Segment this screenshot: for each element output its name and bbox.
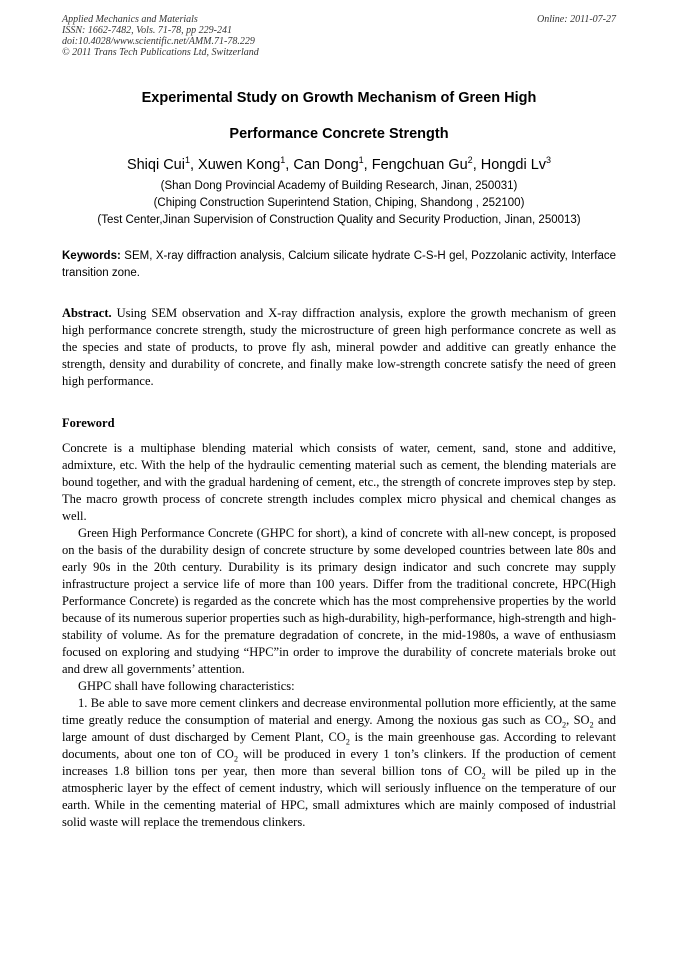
journal-name: Applied Mechanics and Materials bbox=[62, 14, 198, 25]
paragraph-4 bbox=[62, 695, 616, 831]
paragraph-text: will be piled up in the atmospheric layer by the effect of cement industry, which will seriously influence on the temperature of our earth. While in the cementing material of HPC, small admixtures which are mainly composed of industrial solid waste will replace the tremendous clinkers. bbox=[62, 764, 616, 829]
paragraph-text: and large amount of dust discharged by Cement Plant, CO bbox=[62, 713, 617, 744]
author-sep: , bbox=[189, 156, 199, 173]
author-affil-mark: 3 bbox=[546, 155, 552, 165]
author-sep: , bbox=[472, 156, 481, 173]
paragraph-2: Green High Performance Concrete (GHPC for short), a kind of concrete with all-new concept, is proposed on the basis of the durability design of concrete structure by some developed countries between late 80s and early 90s in the 20th century. Durability is its primary design indicator and such concrete may supply infrastructure project a service life of more than 100 years. Differ from the traditional concrete, HPC(High Performance Concrete) is regarded as the concrete which has the most comprehensive properties by the world because of its numerous superior properties such as high-durability, high-performance, high-strength and high-stability of volume. As for the premature degradation of concrete, in the mid-1980s, a wave of enthusiasm focused on exploring and studying “HPC”in order to improve the durability of concrete materials broke out and drew all governments’ attention. bbox=[62, 526, 616, 676]
author-list bbox=[62, 155, 616, 173]
affiliation-2: (Chiping Construction Superintend Station, Chiping, Shandong , 252100) bbox=[153, 197, 525, 209]
paragraph-text: will be produced in every 1 ton’s clinkers. If the production of cement increases 1.8 billion tons per year, then more than several billion tons of CO bbox=[62, 747, 616, 778]
author-sep: , bbox=[363, 156, 372, 173]
author-name: Shiqi Cui bbox=[126, 156, 185, 173]
author-name: Xuwen Kong bbox=[198, 156, 281, 173]
paragraph-text: , SO bbox=[566, 713, 590, 727]
paragraph-text: is the main greenhouse gas. According to relevant documents, about one ton of CO bbox=[62, 730, 616, 761]
subscript: 2 bbox=[589, 720, 594, 730]
abstract-label: Abstract. bbox=[62, 306, 112, 320]
author-affil-mark: 1 bbox=[184, 155, 190, 165]
paragraph-3: GHPC shall have following characteristics: bbox=[78, 679, 295, 693]
keywords-label: Keywords: bbox=[62, 250, 121, 262]
section-heading-foreword: Foreword bbox=[62, 416, 115, 430]
paragraph-1: Concrete is a multiphase blending material which consists of water, cement, sand, stone and additive, admixture, etc. With the help of the hydraulic cementing material such as cement, the blending materials are bound together, and with the gradual hardening of cement, etc., the strength of concrete improves step by step. The macro growth process of concrete strength includes complex micro physical and chemical changes as well. bbox=[62, 441, 616, 523]
paragraph-text: 1. Be able to save more cement clinkers and decrease environmental pollution more efficiently, at the same time greatly reduce the consumption of material and energy. Among the noxious gas such as CO bbox=[62, 696, 616, 727]
subscript: 2 bbox=[481, 771, 486, 781]
author-affil-mark: 1 bbox=[280, 155, 286, 165]
author-affil-mark: 1 bbox=[358, 155, 364, 165]
author-affil-mark: 2 bbox=[467, 155, 473, 165]
journal-copyright: © 2011 Trans Tech Publications Ltd, Switzerland bbox=[62, 47, 259, 58]
affiliation-3: (Test Center,Jinan Supervision of Construction Quality and Security Production, Jinan, 250013) bbox=[97, 214, 581, 226]
author-name: Hongdi Lv bbox=[480, 156, 547, 173]
foreword-body bbox=[62, 440, 616, 831]
keywords-text: SEM, X-ray diffraction analysis, Calcium silicate hydrate C-S-H gel, Pozzolanic activity, Interface transition zone. bbox=[62, 250, 616, 279]
journal-issn: ISSN: 1662-7482, Vols. 71-78, pp 229-241 bbox=[62, 25, 232, 36]
subscript: 2 bbox=[345, 737, 350, 747]
journal-header bbox=[62, 14, 259, 58]
author-sep: , bbox=[285, 156, 294, 173]
online-date: Online: 2011-07-27 bbox=[537, 14, 616, 25]
paper-title-line1: Experimental Study on Growth Mechanism of Green High bbox=[141, 90, 537, 106]
subscript: 2 bbox=[562, 720, 567, 730]
abstract-text: Using SEM observation and X-ray diffraction analysis, explore the growth mechanism of green high performance concrete strength, study the microstructure of green high performance concrete as well as the species and state of products, to prove fly ash, mineral powder and additive can greatly enhance the strength, density and durability of concrete, and finally make low-strength concrete satisfy the need of green high performance. bbox=[62, 306, 616, 388]
paper-title-line2: Performance Concrete Strength bbox=[229, 126, 449, 142]
journal-doi: doi:10.4028/www.scientific.net/AMM.71-78.229 bbox=[62, 36, 255, 47]
subscript: 2 bbox=[233, 754, 238, 764]
author-name: Can Dong bbox=[293, 156, 359, 173]
author-name: Fengchuan Gu bbox=[371, 156, 468, 173]
affiliation-1: (Shan Dong Provincial Academy of Building Research, Jinan, 250031) bbox=[160, 180, 518, 192]
keywords-block bbox=[62, 248, 616, 282]
abstract-block bbox=[62, 305, 616, 390]
